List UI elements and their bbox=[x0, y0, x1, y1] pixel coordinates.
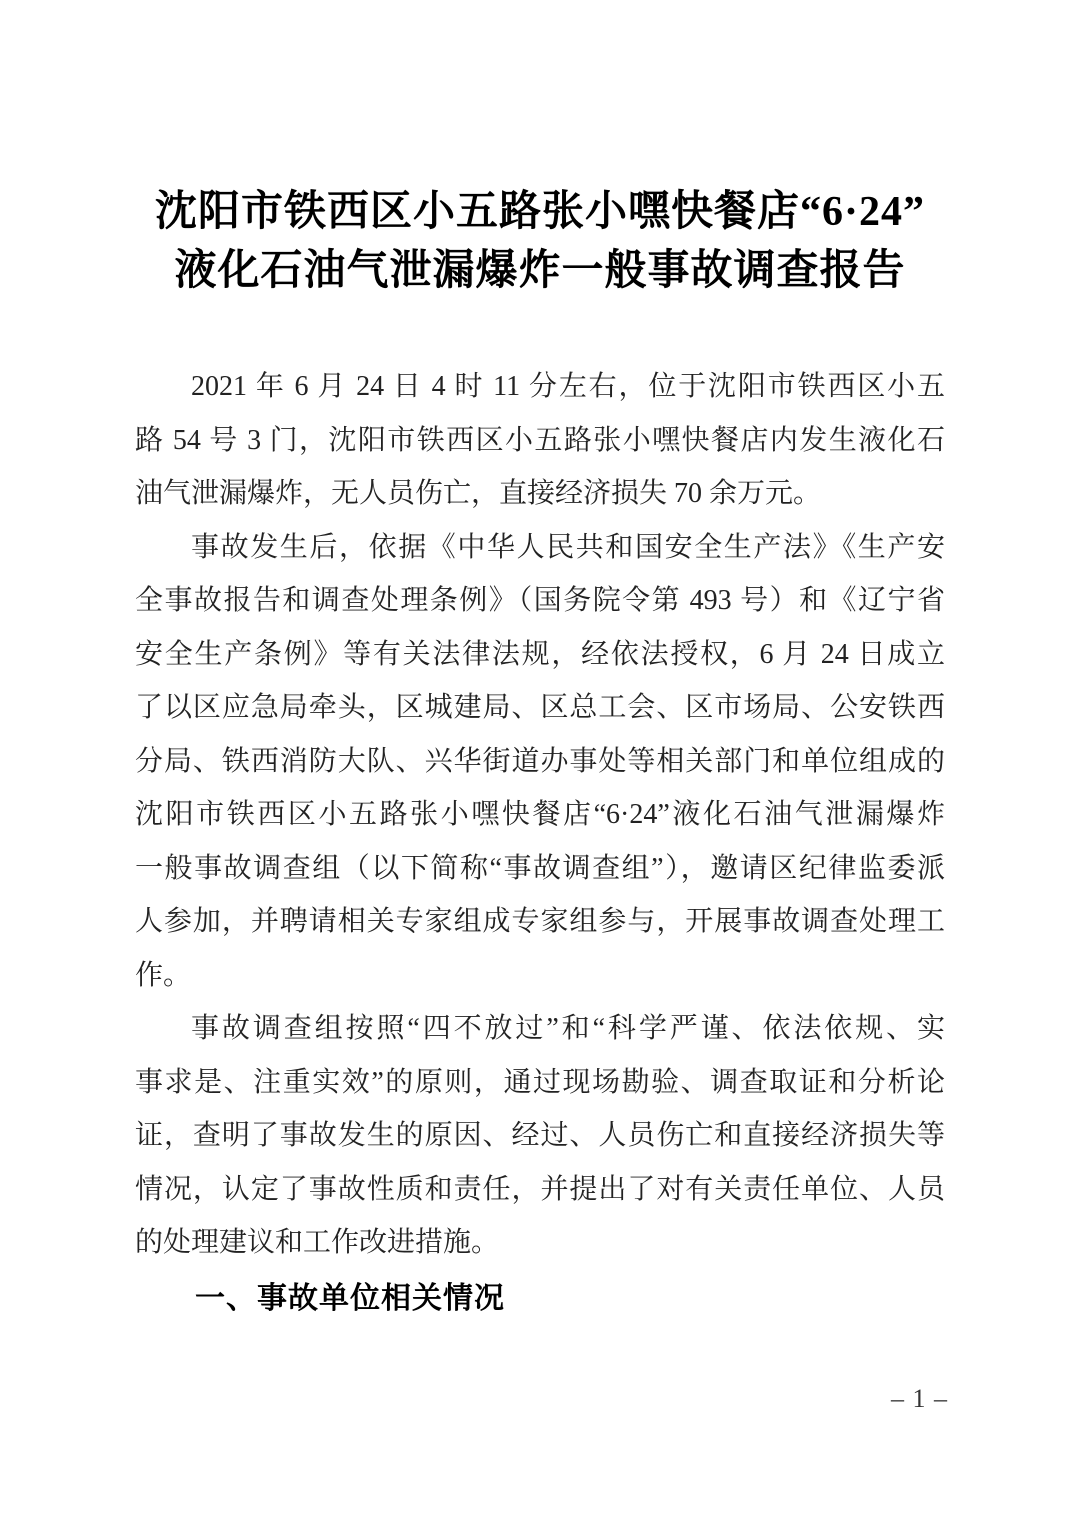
paragraph-1 bbox=[135, 360, 945, 521]
body-line: 分局、铁西消防大队、兴华街道办事处等相关部门和单位组成的 bbox=[135, 745, 945, 777]
body-line: 事求是、注重实效”的原则，通过现场勘验、调查取证和分析论 bbox=[135, 1066, 945, 1098]
body-line: 沈阳市铁西区小五路张小嘿快餐店“6·24”液化石油气泄漏爆炸 bbox=[135, 799, 945, 830]
body-line: 一般事故调查组（以下简称“事故调查组”），邀请区纪律监委派 bbox=[135, 852, 945, 884]
page-number: – 1 – bbox=[891, 1384, 948, 1413]
body-line: 的处理建议和工作改进措施。 bbox=[135, 1227, 500, 1258]
section-heading: 一、事故单位相关情况 bbox=[195, 1281, 505, 1315]
body-line: 路 54 号 3 门，沈阳市铁西区小五路张小嘿快餐店内发生液化石 bbox=[135, 424, 945, 456]
body-line: 事故发生后，依据《中华人民共和国安全生产法》《生产安 bbox=[191, 531, 945, 563]
body-line: 安全生产条例》等有关法律法规，经依法授权，6 月 24 日成立 bbox=[135, 638, 945, 670]
paragraph-3 bbox=[135, 1002, 945, 1270]
title-line-1: 沈阳市铁西区小五路张小嘿快餐店“6·24” bbox=[154, 189, 925, 235]
document-body bbox=[135, 360, 945, 1326]
body-line: 人参加，并聘请相关专家组成专家组参与，开展事故调查处理工 bbox=[135, 906, 945, 937]
body-line: 了以区应急局牵头，区城建局、区总工会、区市场局、公安铁西 bbox=[135, 692, 945, 723]
body-line: 2021 年 6 月 24 日 4 时 11 分左右，位于沈阳市铁西区小五 bbox=[191, 371, 945, 402]
document-title bbox=[60, 183, 1020, 301]
body-line: 事故调查组按照“四不放过”和“科学严谨、依法依规、实 bbox=[191, 1013, 945, 1044]
body-line: 作。 bbox=[135, 959, 192, 991]
body-line: 油气泄漏爆炸，无人员伤亡，直接经济损失 70 余万元。 bbox=[135, 478, 822, 509]
body-line: 情况，认定了事故性质和责任，并提出了对有关责任单位、人员 bbox=[135, 1173, 945, 1205]
paragraph-2 bbox=[135, 521, 945, 1003]
body-line: 全事故报告和调查处理条例》（国务院令第 493 号）和《辽宁省 bbox=[135, 585, 945, 616]
body-line: 证，查明了事故发生的原因、经过、人员伤亡和直接经济损失等 bbox=[135, 1120, 945, 1151]
title-line-2: 液化石油气泄漏爆炸一般事故调查报告 bbox=[174, 248, 906, 294]
